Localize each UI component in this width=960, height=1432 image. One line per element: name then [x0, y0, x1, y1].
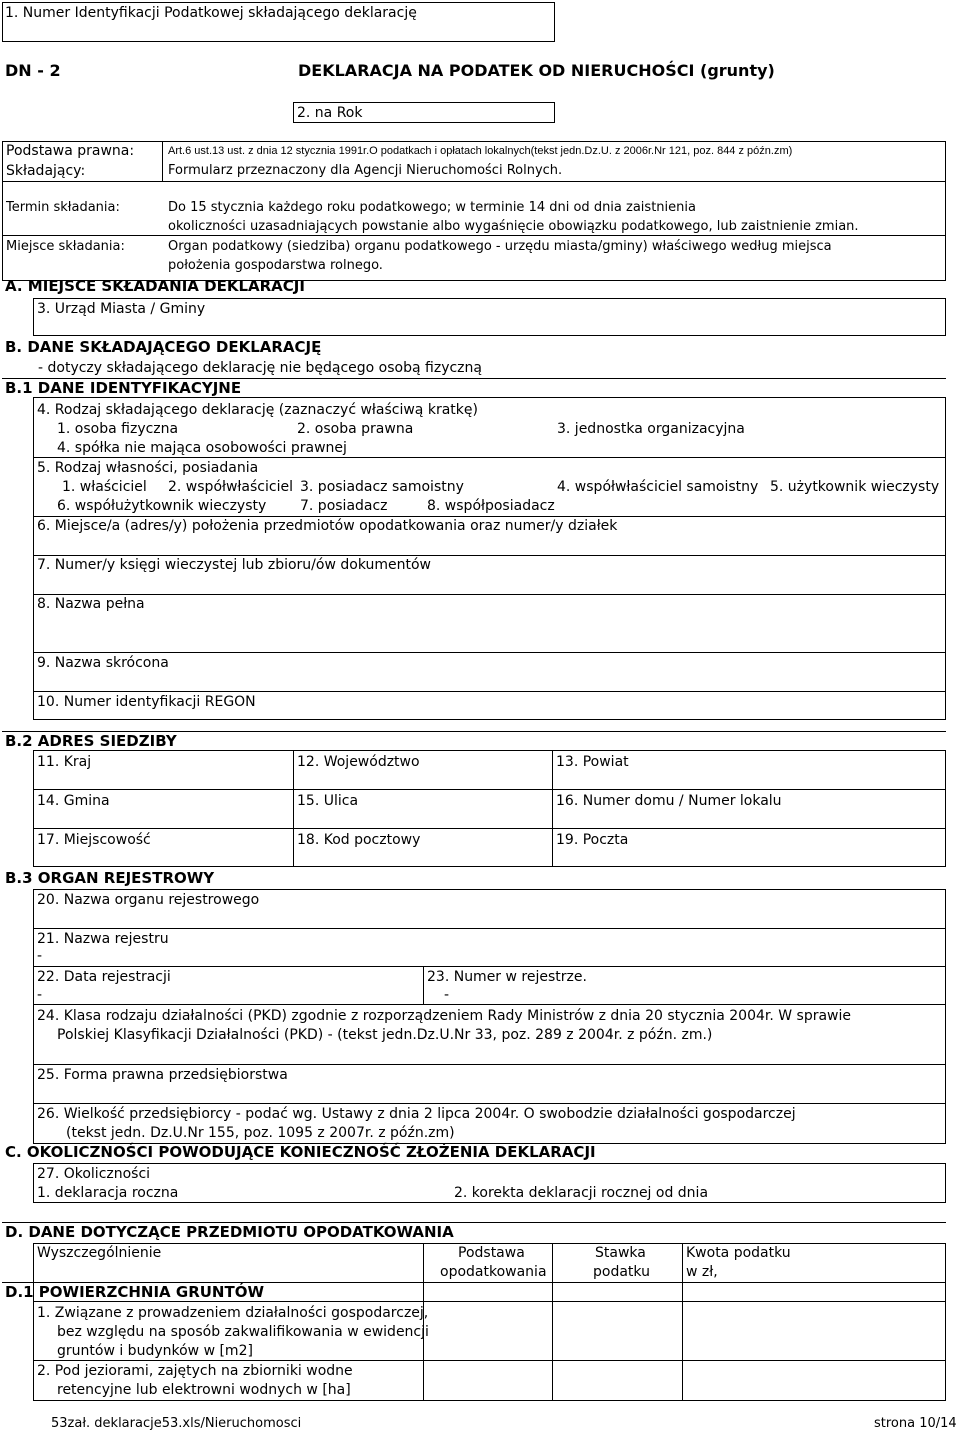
f12-label[interactable]: 12. Województwo — [297, 754, 420, 770]
f24-line2: Polskiej Klasyfikacji Działalności (PKD) - (tekst jedn.Dz.U.Nr 33, poz. 289 z 2004r. z późn. zm.) — [57, 1027, 713, 1043]
footer-filename: 53zał. deklaracje53.xls/Nieruchomosci — [51, 1416, 302, 1431]
section-d-title: D. DANE DOTYCZĄCE PRZEDMIOTU OPODATKOWANIA — [5, 1223, 454, 1241]
d-row2-line1: 2. Pod jeziorami, zajętych na zbiorniki wodne — [37, 1363, 353, 1379]
f4-opt-2[interactable]: 2. osoba prawna — [297, 421, 414, 437]
f5-opt-7[interactable]: 7. posiadacz — [300, 498, 388, 514]
d-row1-line2: bez względu na sposób zakwalifikowania w ewidencji — [57, 1324, 429, 1340]
d-col-item: Wyszczególnienie — [37, 1245, 162, 1261]
filer-value: Formularz przeznaczony dla Agencji Nieruchomości Rolnych. — [168, 163, 563, 178]
place-line1: Organ podatkowy (siedziba) organu podatkowego - urzędu miasta/gminy) właściwego według miejsca — [168, 239, 832, 254]
f22-dash: - — [37, 987, 43, 1003]
f16-label[interactable]: 16. Numer domu / Numer lokalu — [556, 793, 782, 809]
d-col-amount-2: w zł, — [686, 1264, 718, 1280]
f10-label[interactable]: 10. Numer identyfikacji REGON — [37, 694, 256, 710]
f23-dash: - — [444, 987, 450, 1003]
f4-label: 4. Rodzaj składającego deklarację (zaznaczyć właściwą kratkę) — [37, 402, 478, 418]
d-col-rate-1: Stawka — [595, 1245, 646, 1261]
b3-title: B.3 ORGAN REJESTROWY — [5, 869, 215, 887]
nip-field[interactable] — [2, 2, 555, 42]
f9-label[interactable]: 9. Nazwa skrócona — [37, 655, 169, 671]
place-line2: położenia gospodarstwa rolnego. — [168, 258, 383, 273]
section-a-title: A. MIEJSCE SKŁADANIA DEKLARACJI — [5, 277, 305, 295]
f5-opt-4[interactable]: 4. współwłaściciel samoistny — [557, 479, 759, 495]
f23-label[interactable]: 23. Numer w rejestrze. — [427, 969, 587, 985]
f5-opt-8[interactable]: 8. współposiadacz — [427, 498, 555, 514]
legal-basis-value: Art.6 ust.13 ust. z dnia 12 stycznia 1991r.O podatkach i opłatach lokalnych(tekst jedn.Dz.U. z 2006r.Nr 121, poz. 844 z późn.zm) — [168, 145, 793, 157]
f6-label[interactable]: 6. Miejsce/a (adres/y) położenia przedmiotów opodatkowania oraz numer/y działek — [37, 518, 618, 534]
form-title: DEKLARACJA NA PODATEK OD NIERUCHOŚCI (grunty) — [298, 61, 775, 80]
f8-label[interactable]: 8. Nazwa pełna — [37, 596, 145, 612]
d-col-base-1: Podstawa — [458, 1245, 525, 1261]
deadline-label: Termin składania: — [6, 200, 120, 215]
deadline-line2: okoliczności uzasadniających powstanie albo wygaśnięcie obowiązku podatkowego, lub zaistnienie zmian. — [168, 219, 859, 234]
d-row1-amount-field[interactable] — [683, 1302, 945, 1359]
d-col-rate-2: podatku — [593, 1264, 650, 1280]
f18-label[interactable]: 18. Kod pocztowy — [297, 832, 421, 848]
f5-opt-6[interactable]: 6. współużytkownik wieczysty — [57, 498, 267, 514]
f17-label[interactable]: 17. Miejscowość — [37, 832, 151, 848]
nip-label: 1. Numer Identyfikacji Podatkowej składającego deklarację — [5, 5, 417, 21]
d-row1-line1: 1. Związane z prowadzeniem działalności gospodarczej, — [37, 1305, 429, 1321]
d-row2-base-field[interactable] — [424, 1361, 551, 1400]
f19-label[interactable]: 19. Poczta — [556, 832, 629, 848]
f24-line1[interactable]: 24. Klasa rodzaju działalności (PKD) zgodnie z rozporządzeniem Rady Ministrów z dnia 20 stycznia 2004r. W sprawie — [37, 1008, 852, 1024]
f27-opt-2[interactable]: 2. korekta deklaracji rocznej od dnia — [454, 1185, 709, 1201]
f13-label[interactable]: 13. Powiat — [556, 754, 629, 770]
f4-opt-1[interactable]: 1. osoba fizyczna — [57, 421, 179, 437]
d-row2-amount-field[interactable] — [683, 1361, 945, 1400]
f21-label[interactable]: 21. Nazwa rejestru — [37, 931, 169, 947]
f14-label[interactable]: 14. Gmina — [37, 793, 110, 809]
f7-label[interactable]: 7. Numer/y księgi wieczystej lub zbioru/ów dokumentów — [37, 557, 431, 573]
d-row1-line3: gruntów i budynków w [m2] — [57, 1343, 253, 1359]
deadline-line1: Do 15 stycznia każdego roku podatkowego; w terminie 14 dni od dnia zaistnienia — [168, 200, 696, 215]
legal-basis-label: Podstawa prawna: — [6, 143, 135, 159]
year-label: 2. na Rok — [297, 105, 363, 121]
f5-opt-3[interactable]: 3. posiadacz samoistny — [300, 479, 464, 495]
f11-label[interactable]: 11. Kraj — [37, 754, 92, 770]
d-col-base-2: opodatkowania — [440, 1264, 547, 1280]
b2-frame — [33, 750, 946, 867]
form-code: DN - 2 — [5, 61, 61, 80]
d-row1-base-field[interactable] — [424, 1302, 551, 1359]
f25-label[interactable]: 25. Forma prawna przedsiębiorstwa — [37, 1067, 288, 1083]
f5-opt-2[interactable]: 2. współwłaściciel — [168, 479, 293, 495]
f15-label[interactable]: 15. Ulica — [297, 793, 359, 809]
filer-label: Składający: — [6, 163, 86, 179]
f27-label: 27. Okoliczności — [37, 1166, 151, 1182]
f26-line1[interactable]: 26. Wielkość przedsiębiorcy - podać wg. Ustawy z dnia 2 lipca 2004r. O swobodzie działalności gospodarczej — [37, 1106, 796, 1122]
f5-opt-1[interactable]: 1. właściciel — [62, 479, 147, 495]
section-b-note: - dotyczy składającego deklarację nie będącego osobą fizyczną — [38, 360, 482, 376]
office-field[interactable] — [33, 298, 946, 336]
f21-dash: - — [37, 948, 43, 964]
office-label: 3. Urząd Miasta / Gminy — [37, 301, 206, 317]
d-row2-line2: retencyjne lub elektrowni wodnych w [ha] — [57, 1382, 351, 1398]
b2-title: B.2 ADRES SIEDZIBY — [5, 732, 177, 750]
d-row2-rate-field[interactable] — [553, 1361, 681, 1400]
f22-label[interactable]: 22. Data rejestracji — [37, 969, 171, 985]
f26-line2: (tekst jedn. Dz.U.Nr 155, poz. 1095 z 2007r. z późn.zm) — [66, 1125, 455, 1141]
f4-opt-4[interactable]: 4. spółka nie mająca osobowości prawnej — [57, 440, 347, 456]
place-label: Miejsce składania: — [6, 239, 125, 254]
f27-opt-1[interactable]: 1. deklaracja roczna — [37, 1185, 179, 1201]
footer-page: strona 10/14 — [874, 1416, 957, 1431]
section-b-title: B. DANE SKŁADAJĄCEGO DEKLARACJĘ — [5, 338, 322, 356]
d1-title: D.1 POWIERZCHNIA GRUNTÓW — [5, 1283, 265, 1301]
section-c-title: C. OKOLICZNOŚCI POWODUJĄCE KONIECZNOŚĆ ZŁOŻENIA DEKLARACJI — [5, 1143, 596, 1161]
b1-title: B.1 DANE IDENTYFIKACYJNE — [5, 379, 242, 397]
d-col-amount-1: Kwota podatku — [686, 1245, 791, 1261]
f5-label: 5. Rodzaj własności, posiadania — [37, 460, 259, 476]
d-row1-rate-field[interactable] — [553, 1302, 681, 1359]
f5-opt-5[interactable]: 5. użytkownik wieczysty — [770, 479, 940, 495]
f4-opt-3[interactable]: 3. jednostka organizacyjna — [557, 421, 745, 437]
year-field[interactable] — [293, 102, 555, 123]
f20-label[interactable]: 20. Nazwa organu rejestrowego — [37, 892, 260, 908]
